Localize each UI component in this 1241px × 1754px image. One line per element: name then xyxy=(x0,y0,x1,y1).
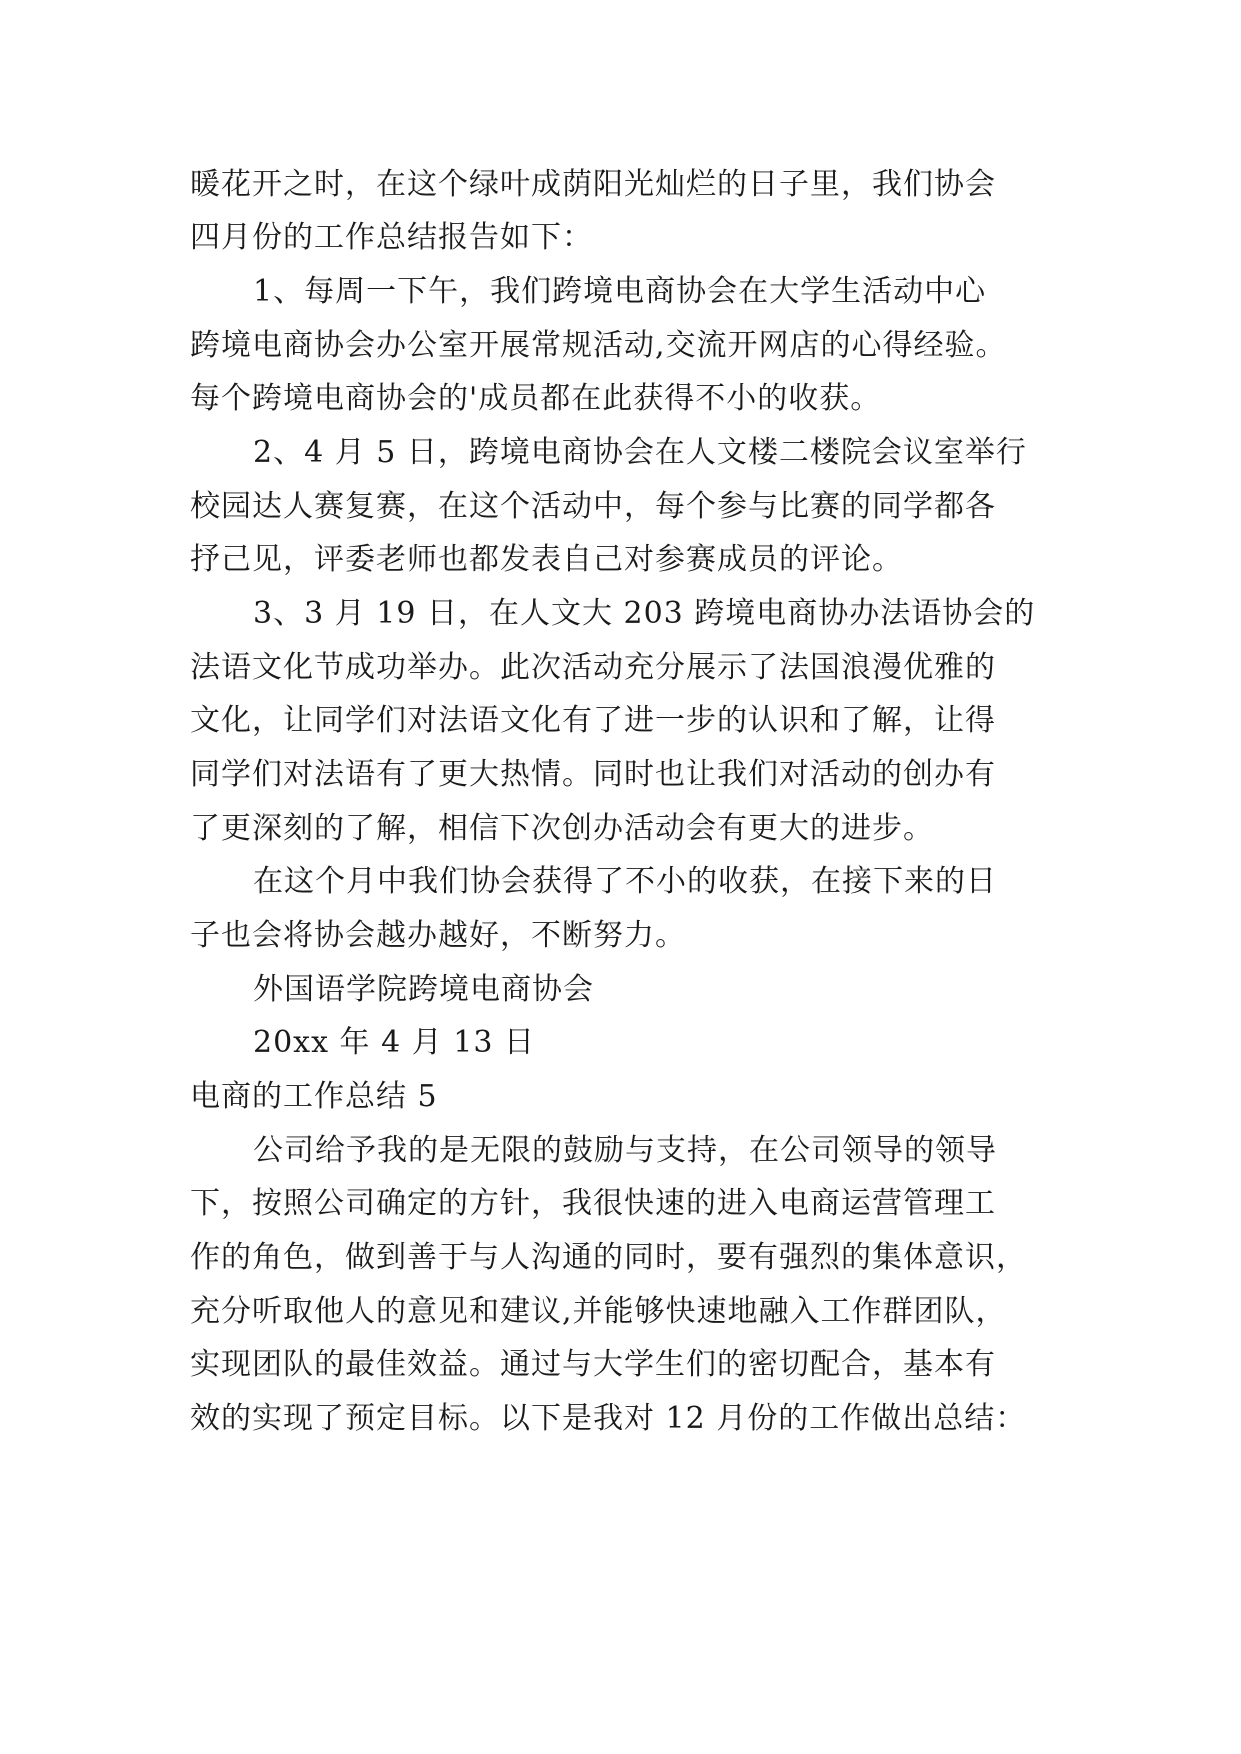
text-line: 四月份的工作总结报告如下： xyxy=(190,220,593,255)
text-line: 校园达人赛复赛，在这个活动中，每个参与比赛的同学都各 xyxy=(190,489,996,524)
text-line: 抒己见，评委老师也都发表自己对参赛成员的评论。 xyxy=(190,542,903,577)
text-line: 1、每周一下午，我们跨境电商协会在大学生活动中心 xyxy=(253,274,987,309)
text-line: 充分听取他人的意见和建议,并能够快速地融入工作群团队， xyxy=(190,1294,1007,1329)
text-line: 效的实现了预定目标。以下是我对 12 月份的工作做出总结： xyxy=(190,1401,1027,1436)
text-line: 下，按照公司确定的方针，我很快速的进入电商运营管理工 xyxy=(190,1186,996,1221)
text-line: 每个跨境电商协会的'成员都在此获得不小的收获。 xyxy=(190,381,882,416)
text-line: 3、3 月 19 日，在人文大 203 跨境电商协办法语协会的 xyxy=(253,596,1036,631)
text-line: 公司给予我的是无限的鼓励与支持，在公司领导的领导 xyxy=(253,1133,997,1168)
text-line: 实现团队的最佳效益。通过与大学生们的密切配合，基本有 xyxy=(190,1347,996,1382)
text-line: 子也会将协会越办越好，不断努力。 xyxy=(190,918,686,953)
text-line: 在这个月中我们协会获得了不小的收获，在接下来的日 xyxy=(253,864,997,899)
text-line: 作的角色，做到善于与人沟通的同时，要有强烈的集体意识， xyxy=(190,1240,1027,1275)
signature-organization: 外国语学院跨境电商协会 xyxy=(253,972,594,1007)
text-line: 了更深刻的了解，相信下次创办活动会有更大的进步。 xyxy=(190,811,934,846)
text-line: 跨境电商协会办公室开展常规活动,交流开网店的心得经验。 xyxy=(190,328,1007,363)
text-line: 文化，让同学们对法语文化有了进一步的认识和了解，让得 xyxy=(190,703,996,738)
text-line: 同学们对法语有了更大热情。同时也让我们对活动的创办有 xyxy=(190,757,996,792)
signature-date: 20xx 年 4 月 13 日 xyxy=(253,1025,535,1060)
text-line: 法语文化节成功举办。此次活动充分展示了法国浪漫优雅的 xyxy=(190,650,996,685)
section-heading: 电商的工作总结 5 xyxy=(190,1079,438,1114)
text-line: 2、4 月 5 日，跨境电商协会在人文楼二楼院会议室举行 xyxy=(253,435,1027,470)
text-line: 暖花开之时，在这个绿叶成荫阳光灿烂的日子里，我们协会 xyxy=(190,167,996,202)
